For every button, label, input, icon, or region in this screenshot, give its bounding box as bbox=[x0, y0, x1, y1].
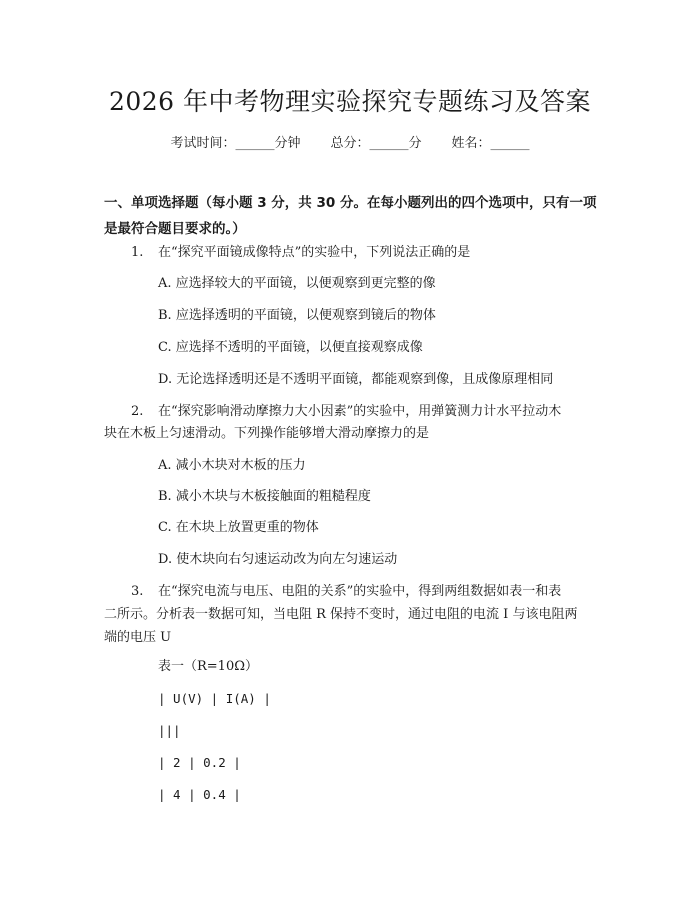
question-2-stem bbox=[131, 400, 561, 424]
document-title: 2026 年中考物理实验探究专题练习及答案 bbox=[108, 87, 592, 116]
question-number: 3. bbox=[131, 584, 144, 599]
question-3-stem-continued: 二所示。分析表一数据可知，当电阻 R 保持不变时，通过电阻的电流 I 与该电阻两 bbox=[104, 607, 578, 622]
exam-info bbox=[0, 132, 700, 151]
q2-option-d: D. 使木块向右匀速运动改为向左匀速运动 bbox=[158, 552, 398, 567]
question-text: 在“探究平面镜成像特点”的实验中，下列说法正确的是 bbox=[158, 245, 471, 260]
table-row: | 2 | 0.2 | bbox=[158, 755, 241, 770]
student-name-field: 姓名：______ bbox=[451, 136, 530, 151]
question-number: 1. bbox=[131, 245, 144, 260]
question-3-stem bbox=[131, 580, 561, 604]
table-row: ||| bbox=[158, 723, 181, 738]
question-3-stem-continued: 端的电压 U bbox=[104, 630, 172, 645]
q1-option-a: A. 应选择较大的平面镜，以便观察到更完整的像 bbox=[158, 276, 436, 291]
q2-option-a: A. 减小木块对木板的压力 bbox=[158, 458, 306, 473]
q1-option-b: B. 应选择透明的平面镜，以便观察到镜后的物体 bbox=[158, 308, 436, 323]
section-heading bbox=[104, 190, 604, 242]
table-title: 表一（R=10Ω） bbox=[158, 659, 259, 674]
q1-option-c: C. 应选择不透明的平面镜，以便直接观察成像 bbox=[158, 340, 423, 355]
exam-time-field: 考试时间：______分钟 bbox=[170, 136, 301, 151]
total-score-field: 总分：______分 bbox=[330, 136, 422, 151]
q1-option-d: D. 无论选择透明还是不透明平面镜，都能观察到像，且成像原理相同 bbox=[158, 372, 554, 387]
question-text: 在“探究电流与电压、电阻的关系”的实验中，得到两组数据如表一和表 bbox=[158, 584, 562, 599]
question-1-stem bbox=[131, 241, 470, 265]
question-2-stem-continued: 块在木板上匀速滑动。下列操作能够增大滑动摩擦力的是 bbox=[104, 426, 430, 441]
question-number: 2. bbox=[131, 404, 144, 419]
q2-option-c: C. 在木块上放置更重的物体 bbox=[158, 520, 319, 535]
table-row: | U(V) | I(A) | bbox=[158, 691, 271, 706]
q2-option-b: B. 减小木块与木板接触面的粗糙程度 bbox=[158, 489, 371, 504]
section-heading-line: 一、单项选择题（每小题 3 分，共 30 分。在每小题列出的四个选项中，只有一项 bbox=[104, 195, 597, 211]
question-text: 在“探究影响滑动摩擦力大小因素”的实验中，用弹簧测力计水平拉动木 bbox=[158, 404, 562, 419]
section-heading-line: 是最符合题目要求的。） bbox=[104, 221, 246, 237]
table-row: | 4 | 0.4 | bbox=[158, 787, 241, 802]
